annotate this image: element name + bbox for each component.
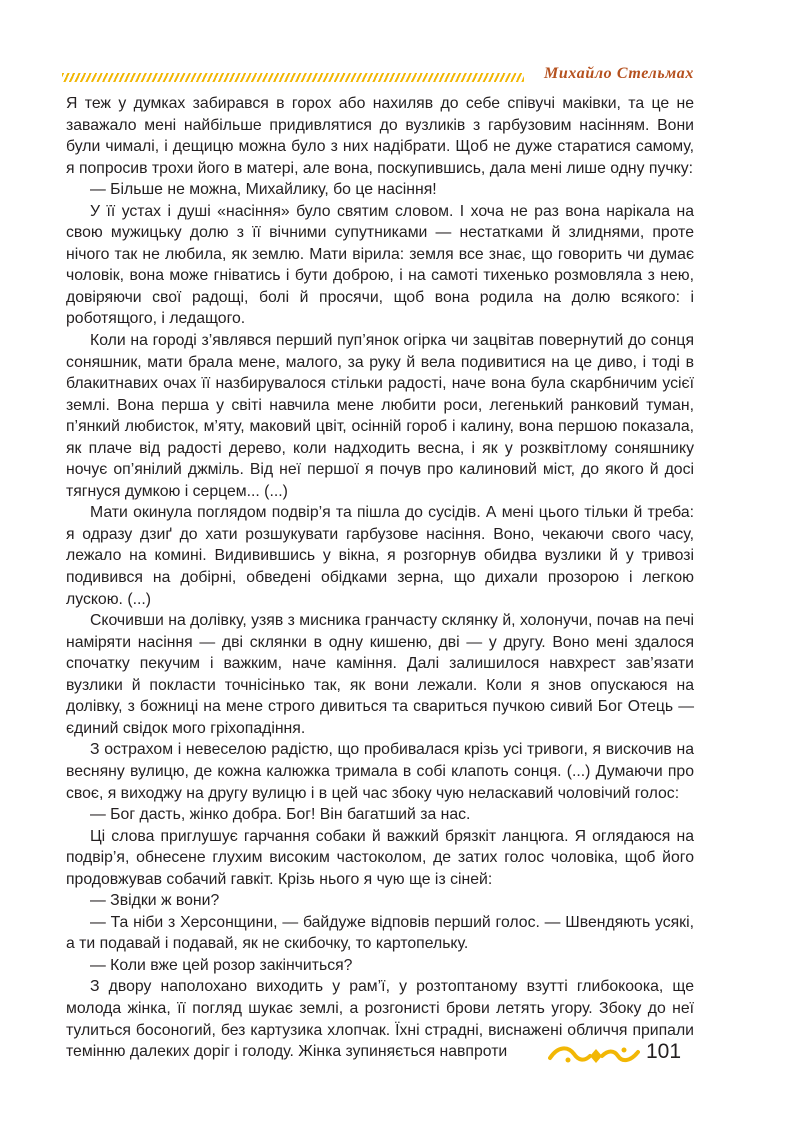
gold-wave-ornament-icon xyxy=(548,1040,640,1070)
paragraph: — Коли вже цей розор закінчиться? xyxy=(90,956,353,974)
paragraph: З двору наполохано виходить у рам’ї, у розтоптаному взутті глибокоока, ще молода жінка, її погляд шукає землі, а розгонисті брови летять угору. Збоку до неї тулиться босоногий, без картузика хлопчак. Їхні страдні, виснажені обличчя припали темінню далеких доріг і голоду. Жінка зупиняється навпроти xyxy=(66,978,694,1061)
paragraph: Я теж у думках забирався в горох або нахиляв до себе співучі маківки, та це не заважало мені найбільше придивлятися до вузликів з гарбузовим насінням. Вони були чималі, і дещицю можна було з них надібрати. Щоб не дуже старатися самому, я попросив трохи його в матері, але вона, поскупившись, дала мені лише одну пучку: xyxy=(66,95,694,177)
header-hatch-rule xyxy=(62,73,524,82)
paragraph: — Більше не можна, Михайлику, бо це насіння! xyxy=(90,181,437,199)
page-number: 101 xyxy=(646,1040,682,1063)
paragraph: Скочивши на долівку, узяв з мисника гранчасту склянку й, холонучи, почав на печі наміряти насіння — дві склянки в одну кишеню, дві — у другу. Воно мені здалося спочатку пекучим і важким, наче каміння. Далі залишилося навхрест зав’язати вузлики й покласти точнісінько так, як вони лежали. Коли я знов опускаюся на долівку, з божниці на мене строго дивиться та свариться пучкою сивий Бог Отець — єдиний свідок мого гріхопадіння. xyxy=(66,612,694,737)
header-author: Михайло Стельмах xyxy=(544,65,694,82)
paragraph: Мати окинула поглядом подвір’я та пішла до сусідів. А мені цього тільки й треба: я одразу дзиґ до хати розшукувати гарбузове насіння. Воно, чекаючи свого часу, лежало на комині. Видивившись у вікна, я розгорнув обидва вузлики й у тривозі подивився на добірні, обведені обідками зерна, що дихали прозорою і легкою лускою. (...) xyxy=(66,504,694,608)
running-header xyxy=(62,62,694,92)
body-text xyxy=(66,93,694,1063)
paragraph: — Звідки ж вони? xyxy=(90,892,220,910)
paragraph: У її устах і душі «насіння» було святим словом. І хоча не раз вона нарікала на свою мужицьку долю з її вічними супутниками — нестатками й злиднями, проте нічого так не любила, як землю. Мати вірила: земля все знає, що говорить чи думає чоловік, вона може гніватись і бути доброю, і на самоті тихенько розмовляла з нею, довіряючи свої радощі, болі й просячи, щоб вона родила на долю всякого: і роботящого, і ледащого. xyxy=(66,202,694,328)
paragraph: — Та ніби з Херсонщини, — байдуже відповів перший голос. — Швендяють усякі, а ти подавай і подавай, як не скибочку, то картопельку. xyxy=(66,913,694,953)
paragraph: Ці слова приглушує гарчання собаки й важкий брязкіт ланцюга. Я оглядаюся на подвір’я, обнесене глухим високим частоколом, де затих голос чоловіка, щоб його продовжував собачий гавкіт. Крізь нього я чую ще із сіней: xyxy=(66,827,694,888)
paragraph: Коли на городі з’являвся перший пуп’янок огірка чи зацвітав повернутий до сонця соняшник, мати брала мене, малого, за руку й вела подивитися на це диво, і тоді в блакитнавих очах її назбирувалося стільки радості, наче вона була скарбничим усієї землі. Вона перша у світі навчила мене любити роси, легенький ранковий туман, п’янкий любисток, м’яту, маковий цвіт, осінній гороб і калину, вона першою показала, як плаче від радості дерево, коли надходить весна, і як у розквітлому соняшнику ночує оп’янілий джміль. Від неї першої я почув про калиновий міст, до якого й досі тягнуся думкою і серцем... (...) xyxy=(66,332,694,500)
paragraph: — Бог дасть, жінко добра. Бог! Він багатший за нас. xyxy=(90,806,471,824)
paragraph: З острахом і невеселою радістю, що пробивалася крізь усі тривоги, я вискочив на весняну вулицю, де кожна калюжка тримала в собі клапоть сонця. (...) Думаючи про своє, я виходжу на другу вулицю і в цей час збоку чую неласкавий чоловічий голос: xyxy=(66,741,694,802)
